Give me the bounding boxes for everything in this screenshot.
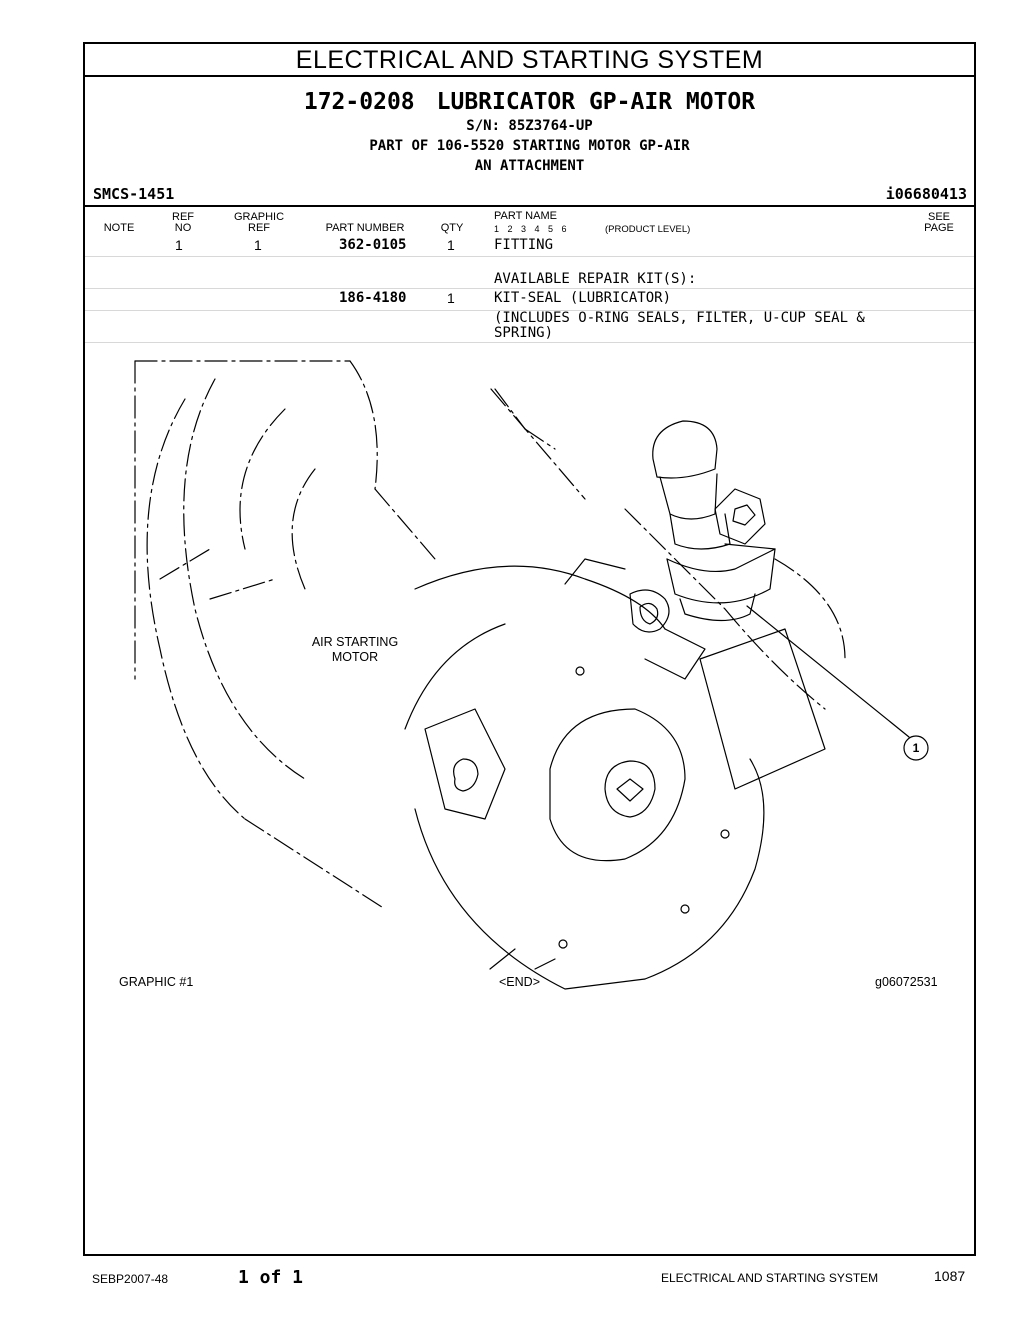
- row1-graphic-ref: 1: [254, 237, 262, 253]
- row-divider: [85, 256, 974, 257]
- section-title: ELECTRICAL AND STARTING SYSTEM: [85, 44, 974, 77]
- parts-graphic: [85, 349, 975, 1029]
- page-frame: [83, 42, 976, 1256]
- row4-includes-line2: SPRING): [494, 325, 554, 341]
- part-of-line: PART OF 106-5520 STARTING MOTOR GP-AIR: [369, 138, 690, 154]
- row2-repair-kit-label: AVAILABLE REPAIR KIT(S):: [494, 271, 697, 287]
- graphic-id: g06072531: [875, 975, 938, 989]
- row4-includes: [494, 311, 865, 341]
- row-divider: [85, 342, 974, 343]
- motor-label-line1: AIR STARTING: [311, 635, 399, 649]
- callout-number: 1: [912, 741, 920, 755]
- lubricator-fitting: [653, 421, 775, 621]
- motor-body: [405, 559, 825, 989]
- motor-label: [311, 635, 399, 665]
- row3-part-number: 186-4180: [339, 290, 407, 306]
- attachment-line: AN ATTACHMENT: [474, 158, 585, 174]
- col-note: NOTE: [103, 222, 135, 234]
- smcs-code: SMCS-1451: [93, 185, 175, 203]
- page-of: 1 of 1: [238, 1267, 304, 1288]
- motor-housing-outline: [135, 361, 845, 909]
- header-divider: [85, 205, 974, 207]
- exploded-parts-illustration: [85, 349, 975, 1029]
- row1-part-name: FITTING: [494, 237, 554, 253]
- row1-part-number: 362-0105: [339, 237, 407, 253]
- serial-number: S/N: 85Z3764-UP: [466, 118, 593, 134]
- row4-includes-line1: (INCLUDES O-RING SEALS, FILTER, U-CUP SEAL &: [494, 310, 865, 326]
- col-part-name: PART NAME: [494, 210, 557, 222]
- callout-leader: [747, 606, 909, 737]
- row3-part-name: KIT-SEAL (LUBRICATOR): [494, 290, 672, 306]
- col-ref-bottom: NO: [174, 222, 192, 234]
- col-ref-top: REF: [172, 211, 194, 223]
- col-see-bottom: PAGE: [924, 222, 954, 234]
- motor-label-line2: MOTOR: [331, 650, 379, 664]
- col-see-top: SEE: [927, 211, 950, 223]
- document-id: i06680413: [885, 185, 967, 203]
- col-qty: QTY: [440, 222, 464, 234]
- row3-qty: 1: [447, 290, 455, 306]
- product-level-digits: 1 2 3 4 5 6: [494, 224, 567, 234]
- graphic-caption: GRAPHIC #1: [119, 975, 194, 989]
- row1-qty: 1: [447, 237, 455, 253]
- col-graphic-bottom: REF: [248, 222, 270, 234]
- row-divider: [85, 288, 974, 289]
- footer-section: ELECTRICAL AND STARTING SYSTEM: [661, 1271, 879, 1285]
- group-number: 172-0208: [303, 89, 415, 115]
- col-graphic-top: GRAPHIC: [233, 211, 285, 223]
- doc-number: SEBP2007-48: [92, 1272, 169, 1286]
- end-marker: <END>: [499, 975, 540, 989]
- page-number: 1087: [934, 1268, 966, 1284]
- group-name: LUBRICATOR GP-AIR MOTOR: [436, 89, 756, 115]
- product-level-label: (PRODUCT LEVEL): [605, 224, 691, 235]
- row1-ref-no: 1: [175, 237, 183, 253]
- col-part-number: PART NUMBER: [325, 222, 405, 234]
- group-title: [85, 89, 974, 115]
